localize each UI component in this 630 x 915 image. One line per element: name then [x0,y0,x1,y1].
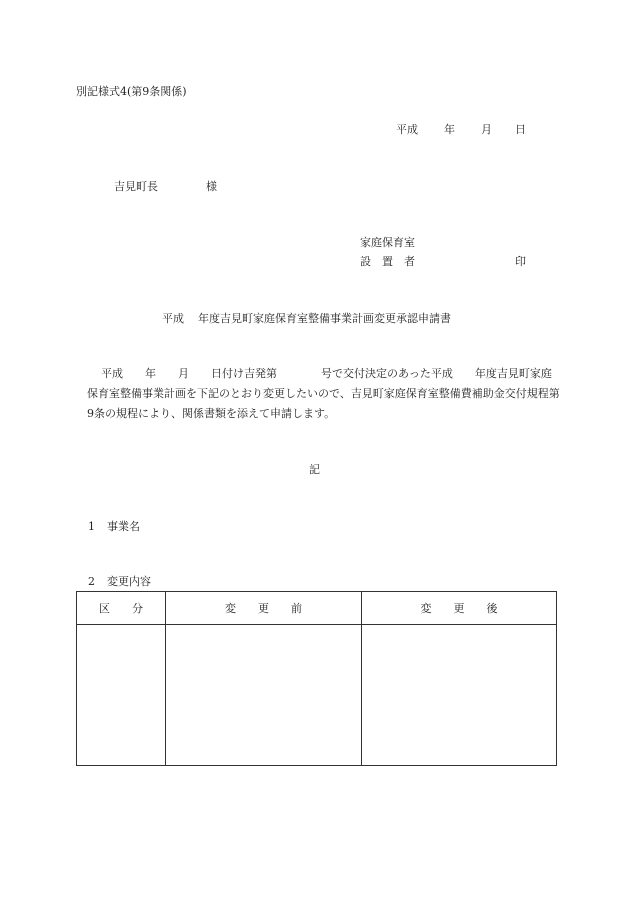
body-paragraph: 平成 年 月 日付け吉発第 号で交付決定のあった平成 年度吉見町家庭保育室整備事業計画を下記のとおり変更したいので、吉見町家庭保育室整備費補助金交付規程第9条の規程により、関係書類を添えて申請します。 [87,367,560,420]
header-before-change: 変 更 前 [166,592,362,625]
applicant-label: 設 置 者 [360,255,415,268]
cell-before-change [166,625,362,766]
title-era: 平成 [162,312,184,325]
change-table [76,591,557,766]
date-era: 平成 [396,123,418,136]
table-header-row [77,592,557,625]
seal-mark: 印 [515,255,526,268]
item-number: 2 [88,575,95,588]
ki-heading: 記 [309,463,320,476]
table-row [77,625,557,766]
item-label: 事業名 [107,520,140,533]
header-after-change: 変 更 後 [362,592,557,625]
header-category: 区 分 [77,592,166,625]
addressee-honorific: 様 [206,180,217,193]
item-number: 1 [88,520,95,533]
item-label: 変更内容 [107,575,151,588]
applicant-facility: 家庭保育室 [360,236,415,249]
date-month: 月 [481,123,492,136]
cell-after-change [362,625,557,766]
addressee-title: 吉見町長 [114,180,158,193]
date-day: 日 [515,123,526,136]
cell-category [77,625,166,766]
date-year: 年 [444,123,455,136]
title-text: 年度吉見町家庭保育室整備事業計画変更承認申請書 [198,312,451,325]
form-identifier: 別記様式4(第9条関係) [76,85,187,98]
